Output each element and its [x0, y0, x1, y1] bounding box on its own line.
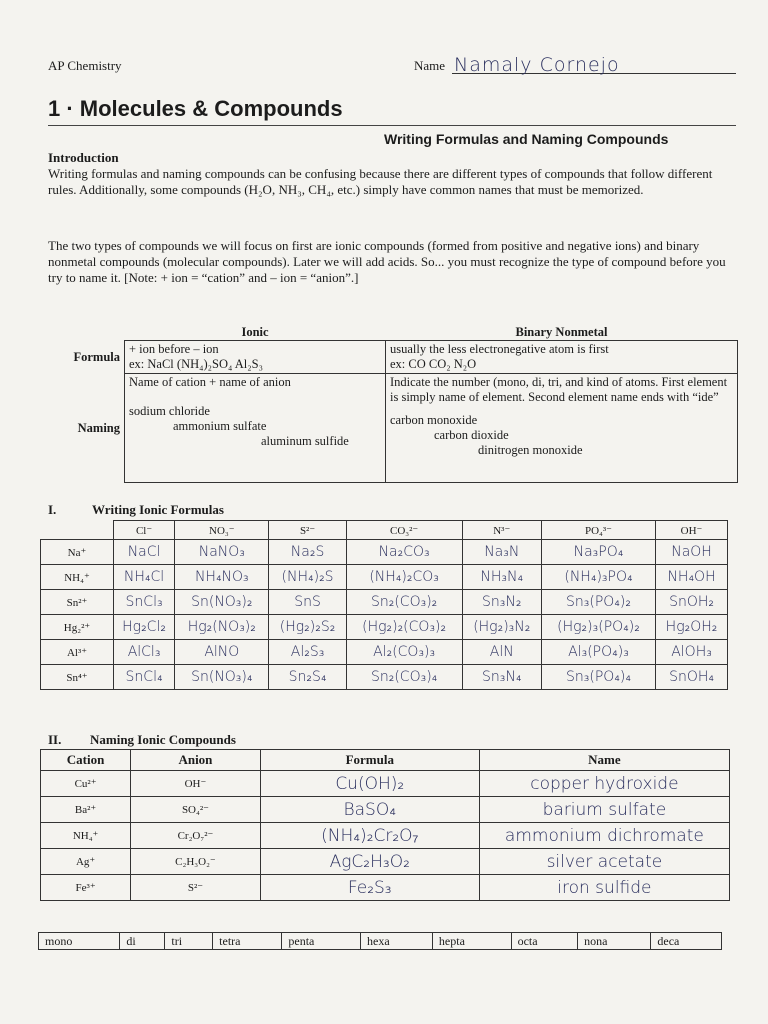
grid-row [41, 615, 728, 640]
formula-cell [346, 540, 462, 565]
handwritten-formula: NaOH [671, 544, 712, 560]
worksheet-subtitle: Writing Formulas and Naming Compounds [384, 131, 669, 147]
cation-cell: Cu²⁺ [41, 771, 131, 797]
formula-cell [656, 640, 728, 665]
binary-naming-cell [386, 374, 738, 483]
ionic-formula-examples: ex: NaCl (NH₄)₂SO₄ Al₂S₃ [129, 357, 263, 371]
handwritten-formula: Hg₂(NO₃)₂ [187, 619, 256, 635]
prefix-cell: hepta [432, 933, 511, 950]
handwritten-formula: Sn(NO₃)₂ [191, 594, 253, 610]
handwritten-formula: Hg₂OH₂ [665, 619, 718, 635]
formula-answer: BaSO₄ [260, 797, 479, 823]
formula-cell [269, 615, 346, 640]
grid-corner [41, 521, 114, 540]
handwritten-formula: NH₃N₄ [480, 569, 524, 585]
anion-header: S²⁻ [269, 521, 346, 540]
formula-cell [114, 565, 175, 590]
formula-cell [541, 540, 655, 565]
formula-cell [114, 615, 175, 640]
formula-answer: AgC₂H₃O₂ [260, 849, 479, 875]
naming-column-header: Name [479, 750, 729, 771]
ionic-naming-example: sodium chloride [129, 404, 210, 418]
handwritten-formula: NH₄OH [667, 569, 716, 585]
formula-cell [175, 565, 269, 590]
formula-cell [269, 590, 346, 615]
name-label: Name [414, 58, 446, 73]
intro-paragraph-1: Writing formulas and naming compounds can be confusing because there are different types of compounds that follow different rules. Additionally, some compounds (H₂O, NH₃, CH₄, etc.) simply have common names that must be memorized. [48, 166, 713, 197]
handwritten-formula: (NH₄)₂CO₃ [369, 569, 439, 585]
formula-answer: Fe₂S₃ [260, 875, 479, 901]
formula-cell [462, 615, 541, 640]
course-label: AP Chemistry [48, 58, 122, 73]
formula-cell [462, 665, 541, 690]
naming-row [41, 771, 730, 797]
section2-numeral: II. [48, 732, 62, 747]
title-rule [48, 125, 736, 126]
anion-cell: S²⁻ [131, 875, 261, 901]
formula-cell [114, 540, 175, 565]
formula-answer: (NH₄)₂Cr₂O₇ [260, 823, 479, 849]
formula-cell [269, 640, 346, 665]
grid-row [41, 665, 728, 690]
unit-title: 1 · Molecules & Compounds [48, 96, 343, 121]
anion-header: NO₃⁻ [175, 521, 269, 540]
handwritten-formula: NH₄Cl [123, 569, 165, 585]
anion-header: OH⁻ [656, 521, 728, 540]
naming-column-header: Anion [131, 750, 261, 771]
formula-cell [541, 665, 655, 690]
handwritten-formula: SnS [294, 594, 321, 610]
binary-naming-example: carbon dioxide [434, 428, 509, 442]
anion-cell: C₂H₃O₂⁻ [131, 849, 261, 875]
ionic-naming-rule: Name of cation + name of anion [129, 375, 291, 389]
formula-answer: Cu(OH)₂ [260, 771, 479, 797]
handwritten-formula: AlNO [204, 644, 240, 660]
prefix-cell: penta [282, 933, 361, 950]
handwritten-formula: Al₃(PO₄)₃ [568, 644, 629, 660]
formula-cell [462, 590, 541, 615]
grid-row [41, 565, 728, 590]
cation-cell: Ag⁺ [41, 849, 131, 875]
grid-row [41, 640, 728, 665]
prefix-cell: hexa [361, 933, 433, 950]
formula-cell [656, 540, 728, 565]
handwritten-formula: Hg₂Cl₂ [122, 619, 166, 635]
intro-heading: Introduction [48, 150, 119, 165]
naming-row [41, 823, 730, 849]
formula-cell [541, 640, 655, 665]
formula-cell [175, 615, 269, 640]
section1-numeral: I. [48, 502, 57, 517]
anion-header: PO₄³⁻ [541, 521, 655, 540]
anion-header-row [41, 521, 728, 540]
handwritten-formula: Sn₃(PO₄)₄ [566, 669, 631, 685]
prefix-table [38, 932, 722, 950]
binary-formula-examples: ex: CO CO₂ N₂O [390, 357, 477, 371]
prefix-cell: nona [578, 933, 651, 950]
grid-row [41, 540, 728, 565]
binary-formula-cell [386, 341, 738, 374]
cation-cell: NH₄⁺ [41, 823, 131, 849]
formula-cell [346, 565, 462, 590]
name-answer: ammonium dichromate [479, 823, 729, 849]
anion-header: CO₃²⁻ [346, 521, 462, 540]
anion-cell: Cr₂O₇²⁻ [131, 823, 261, 849]
prefix-cell: deca [651, 933, 722, 950]
handwritten-formula: SnOH₄ [669, 669, 714, 685]
ionic-formula-cell [125, 341, 386, 374]
naming-header-row [41, 750, 730, 771]
ionic-naming-cell [125, 374, 386, 483]
formula-cell [114, 665, 175, 690]
formula-cell [462, 565, 541, 590]
name-answer: barium sulfate [479, 797, 729, 823]
formula-cell [269, 665, 346, 690]
ionic-naming-example: ammonium sulfate [173, 419, 267, 433]
handwritten-formula: (NH₄)₃PO₄ [564, 569, 633, 585]
formula-cell [346, 615, 462, 640]
section1-title: Writing Ionic Formulas [92, 502, 224, 517]
handwritten-formula: Al₂S₃ [290, 644, 325, 660]
formula-cell [656, 590, 728, 615]
handwritten-formula: AlN [489, 644, 514, 660]
handwritten-formula: (Hg₂)₂(CO₃)₂ [362, 619, 447, 635]
naming-row [41, 797, 730, 823]
ionic-header: Ionic [241, 325, 269, 339]
formula-cell [541, 590, 655, 615]
binary-formula-rule: usually the less electronegative atom is first [390, 342, 609, 356]
formula-cell [175, 665, 269, 690]
anion-cell: SO₄²⁻ [131, 797, 261, 823]
formula-cell [175, 540, 269, 565]
naming-row [41, 875, 730, 901]
handwritten-formula: Sn₃N₂ [482, 594, 522, 610]
handwritten-formula: NaCl [127, 544, 161, 560]
naming-row [41, 849, 730, 875]
formula-cell [346, 640, 462, 665]
cation-cell: Ba²⁺ [41, 797, 131, 823]
handwritten-formula: NH₄NO₃ [194, 569, 249, 585]
handwritten-formula: Sn₂S₄ [288, 669, 327, 685]
cation-cell: Fe³⁺ [41, 875, 131, 901]
formula-cell [346, 665, 462, 690]
name-answer: silver acetate [479, 849, 729, 875]
handwritten-formula: Sn₂(CO₃)₂ [370, 594, 438, 610]
prefix-cell: tri [165, 933, 213, 950]
prefix-cell: tetra [213, 933, 282, 950]
binary-naming-example: carbon monoxide [390, 413, 478, 427]
handwritten-formula: Sn₃N₄ [482, 669, 522, 685]
formula-row-label: Formula [73, 349, 120, 364]
cation-label: Sn⁴⁺ [41, 665, 114, 690]
handwritten-formula: Sn₃(PO₄)₂ [566, 594, 631, 610]
formula-cell [114, 640, 175, 665]
anion-header: Cl⁻ [114, 521, 175, 540]
intro-paragraph-2: The two types of compounds we will focus on first are ionic compounds (formed from positive and negative ions) and binary nonmetal compounds (molecular compounds). Later we will add acids. So... you must recognize the type of compound before you try to name it. [Note: + ion = “cation” and – ion = “anion”.] [48, 238, 726, 285]
cation-label: Sn²⁺ [41, 590, 114, 615]
prefix-cell: di [120, 933, 165, 950]
formula-cell [175, 590, 269, 615]
name-answer: copper hydroxide [479, 771, 729, 797]
grid-row [41, 590, 728, 615]
formula-cell [541, 565, 655, 590]
ionic-vs-binary-table [48, 324, 738, 483]
binary-naming-example: dinitrogen monoxide [478, 443, 583, 457]
cation-label: Hg₂²⁺ [41, 615, 114, 640]
formula-cell [346, 590, 462, 615]
prefix-cell: octa [511, 933, 578, 950]
handwritten-formula: Na₂CO₃ [378, 544, 430, 560]
prefix-cell: mono [39, 933, 120, 950]
formula-cell [114, 590, 175, 615]
handwritten-formula: Na₂S [290, 544, 325, 560]
naming-row-label: Naming [77, 420, 120, 435]
formula-cell [541, 615, 655, 640]
handwritten-formula: SnCl₄ [125, 669, 163, 685]
handwritten-formula: (Hg₂)₃N₂ [473, 619, 531, 635]
handwritten-formula: SnOH₂ [669, 594, 714, 610]
binary-naming-rule: Indicate the number (mono, di, tri, and kind of atoms. First element is simply name of element. Second element name ends with “ide” [390, 375, 728, 404]
handwritten-formula: (NH₄)₂S [281, 569, 334, 585]
name-answer: iron sulfide [479, 875, 729, 901]
cation-label: Na⁺ [41, 540, 114, 565]
handwritten-formula: NaNO₃ [198, 544, 245, 560]
formula-cell [656, 615, 728, 640]
handwritten-formula: Sn₂(CO₃)₄ [370, 669, 438, 685]
handwritten-formula: Sn(NO₃)₄ [191, 669, 253, 685]
handwritten-formula: AlCl₃ [127, 644, 161, 660]
handwritten-formula: (Hg₂)₂S₂ [279, 619, 336, 635]
handwritten-formula: Al₂(CO₃)₃ [373, 644, 436, 660]
formula-cell [462, 540, 541, 565]
formula-cell [269, 540, 346, 565]
cation-label: NH₄⁺ [41, 565, 114, 590]
ionic-formula-rule: + ion before – ion [129, 342, 219, 356]
section2-title: Naming Ionic Compounds [90, 732, 236, 747]
formula-cell [656, 665, 728, 690]
formula-cell [462, 640, 541, 665]
handwritten-formula: AlOH₃ [671, 644, 712, 660]
student-name: Namaly Cornejo [454, 54, 620, 76]
naming-column-header: Formula [260, 750, 479, 771]
anion-cell: OH⁻ [131, 771, 261, 797]
formula-cell [656, 565, 728, 590]
handwritten-formula: SnCl₃ [125, 594, 163, 610]
formula-cell [175, 640, 269, 665]
naming-table [40, 749, 730, 901]
handwritten-formula: (Hg₂)₃(PO₄)₂ [557, 619, 640, 635]
handwritten-formula: Na₃N [484, 544, 520, 560]
cation-label: Al³⁺ [41, 640, 114, 665]
ionic-formula-grid [40, 520, 728, 690]
binary-header: Binary Nonmetal [515, 325, 608, 339]
ionic-naming-example: aluminum sulfide [261, 434, 349, 448]
handwritten-formula: Na₃PO₄ [573, 544, 624, 560]
anion-header: N³⁻ [462, 521, 541, 540]
naming-column-header: Cation [41, 750, 131, 771]
formula-cell [269, 565, 346, 590]
